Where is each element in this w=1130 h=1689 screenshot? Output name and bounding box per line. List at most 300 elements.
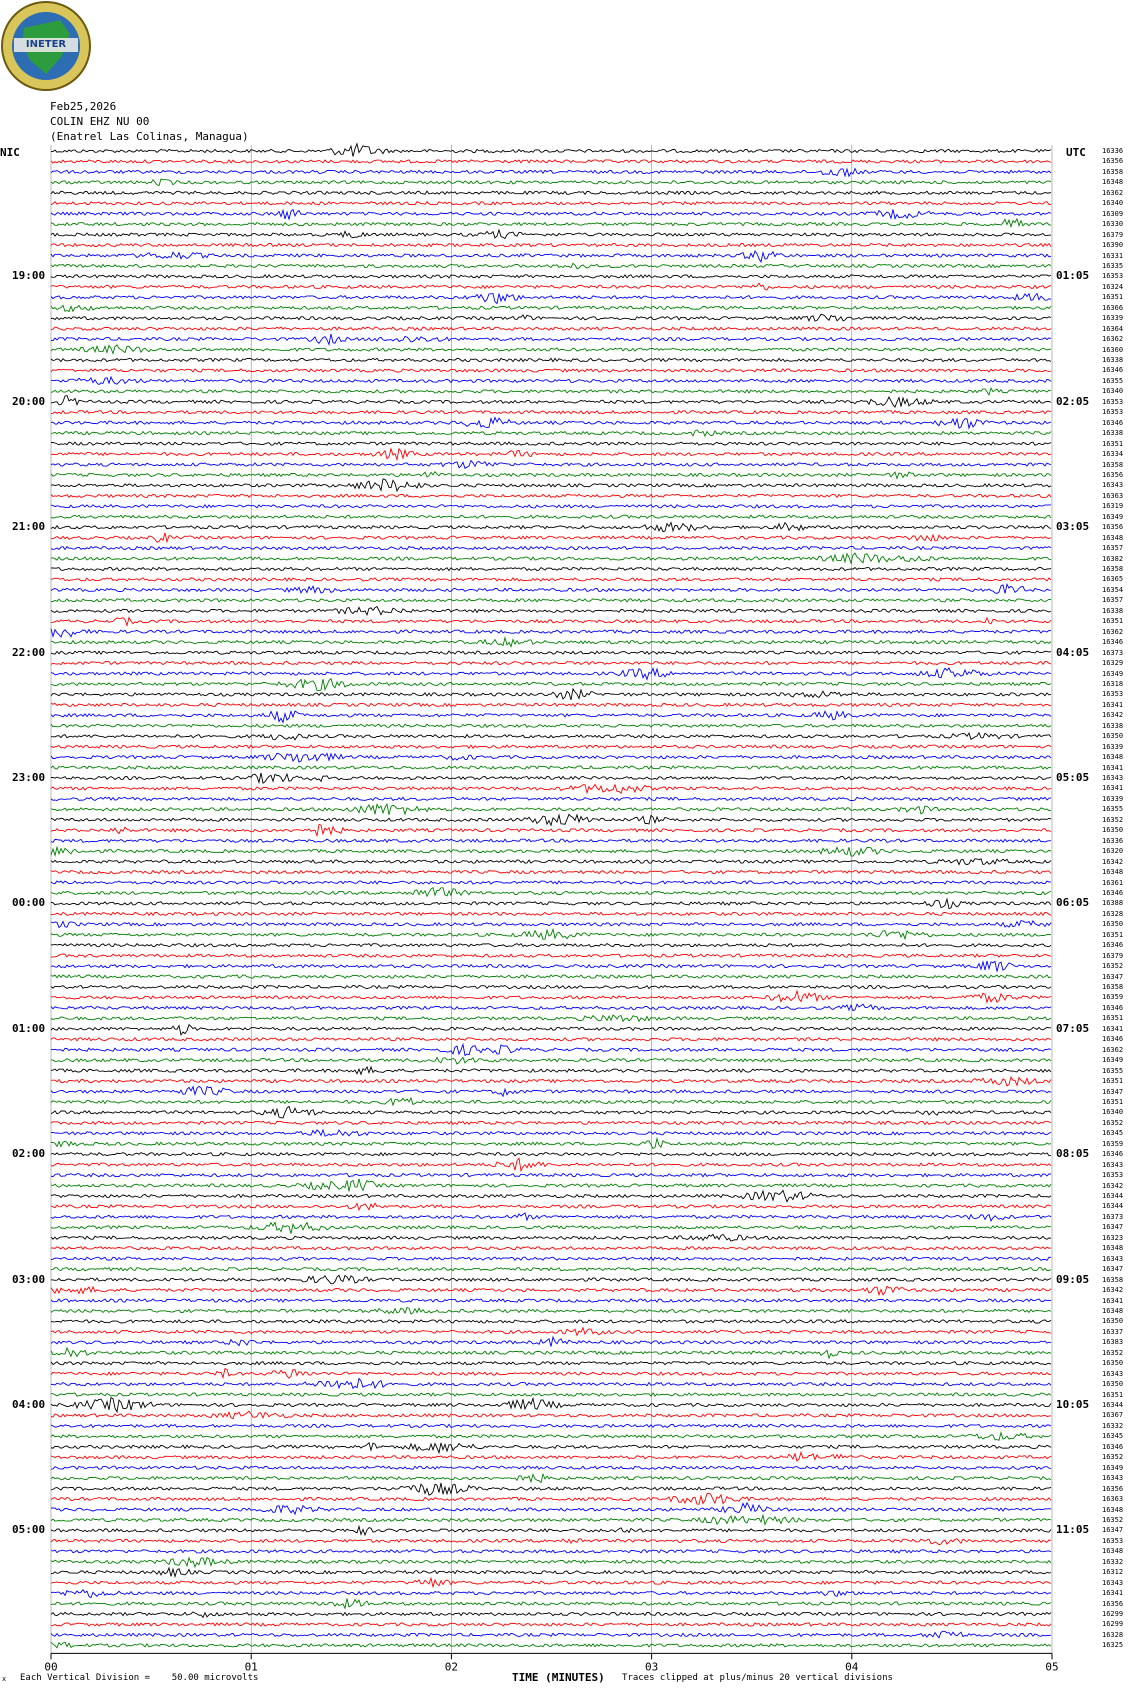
trace-offset-68: 16320 bbox=[1102, 847, 1124, 856]
seismic-trace-73 bbox=[51, 899, 1051, 908]
seismic-trace-71 bbox=[51, 881, 1051, 884]
utc-time-label: 01:05 bbox=[1056, 269, 1090, 283]
seismic-trace-3 bbox=[51, 169, 1051, 177]
trace-offset-56: 16338 bbox=[1102, 721, 1124, 730]
seismic-trace-15 bbox=[51, 294, 1051, 304]
seismic-trace-72 bbox=[51, 888, 1051, 897]
seismic-trace-5 bbox=[51, 191, 1051, 194]
trace-offset-70: 16348 bbox=[1102, 868, 1124, 877]
trace-offset-87: 16362 bbox=[1102, 1045, 1124, 1054]
seismic-trace-101 bbox=[51, 1190, 1051, 1201]
trace-offset-77: 16346 bbox=[1102, 941, 1124, 950]
seismic-trace-89 bbox=[51, 1067, 1051, 1074]
seismic-trace-18 bbox=[51, 327, 1051, 330]
seismic-trace-131 bbox=[51, 1503, 1051, 1514]
trace-offset-42: 16365 bbox=[1102, 575, 1124, 584]
seismic-trace-62 bbox=[51, 785, 1051, 794]
trace-offset-89: 16355 bbox=[1102, 1066, 1124, 1075]
seismic-trace-32 bbox=[51, 472, 1051, 479]
seismic-trace-65 bbox=[51, 814, 1051, 825]
seismic-trace-119 bbox=[51, 1379, 1051, 1389]
nic-time-label: 02:00 bbox=[12, 1147, 46, 1161]
seismic-trace-63 bbox=[51, 797, 1051, 800]
utc-time-label: 05:05 bbox=[1056, 771, 1090, 784]
seismic-trace-105 bbox=[51, 1234, 1051, 1241]
trace-offset-114: 16337 bbox=[1102, 1327, 1124, 1336]
seismic-trace-70 bbox=[51, 871, 1051, 874]
utc-time-label: 04:05 bbox=[1056, 645, 1090, 659]
seismic-trace-139 bbox=[51, 1590, 1051, 1598]
seismic-trace-30 bbox=[51, 449, 1051, 460]
seismic-trace-1 bbox=[51, 144, 1051, 157]
trace-offset-108: 16347 bbox=[1102, 1265, 1124, 1274]
trace-offset-4: 16348 bbox=[1102, 178, 1124, 187]
nic-time-label: 21:00 bbox=[12, 520, 46, 534]
seismic-trace-122 bbox=[51, 1411, 1051, 1418]
trace-offset-31: 16358 bbox=[1102, 460, 1124, 469]
seismic-trace-130 bbox=[51, 1493, 1051, 1504]
trace-offset-136: 16332 bbox=[1102, 1557, 1124, 1566]
trace-offset-99: 16353 bbox=[1102, 1171, 1124, 1180]
header-station: COLIN EHZ NU 00 bbox=[50, 115, 150, 128]
trace-offset-7: 16309 bbox=[1102, 209, 1124, 218]
trace-offset-95: 16345 bbox=[1102, 1129, 1124, 1138]
utc-time-label: 08:05 bbox=[1056, 1147, 1090, 1161]
seismic-trace-8 bbox=[51, 219, 1051, 227]
nic-time-label: 05:00 bbox=[12, 1523, 46, 1537]
utc-time-label: 06:05 bbox=[1056, 896, 1090, 910]
seismic-trace-37 bbox=[51, 523, 1051, 532]
seismic-trace-100 bbox=[51, 1179, 1051, 1192]
x-tick-label-02: 02 bbox=[444, 1660, 459, 1674]
nic-time-label: 03:00 bbox=[12, 1272, 46, 1286]
seismic-trace-144 bbox=[51, 1642, 1051, 1648]
seismic-trace-111 bbox=[51, 1299, 1051, 1302]
trace-offset-5: 16362 bbox=[1102, 188, 1124, 197]
seismic-trace-87 bbox=[51, 1045, 1051, 1056]
seismic-trace-41 bbox=[51, 567, 1051, 570]
trace-offset-36: 16349 bbox=[1102, 512, 1124, 521]
seismic-trace-31 bbox=[51, 461, 1051, 469]
trace-group bbox=[51, 144, 1051, 1648]
trace-offset-130: 16363 bbox=[1102, 1495, 1124, 1504]
trace-offset-100: 16342 bbox=[1102, 1181, 1124, 1190]
seismic-trace-80 bbox=[51, 975, 1051, 978]
trace-offset-91: 16347 bbox=[1102, 1087, 1124, 1096]
x-tick-label-04: 04 bbox=[845, 1660, 859, 1674]
trace-offset-82: 16359 bbox=[1102, 993, 1124, 1002]
trace-offset-122: 16367 bbox=[1102, 1411, 1124, 1420]
trace-offset-75: 16350 bbox=[1102, 920, 1124, 929]
seismic-trace-42 bbox=[51, 578, 1051, 581]
seismic-trace-107 bbox=[51, 1257, 1051, 1260]
trace-offset-126: 16352 bbox=[1102, 1453, 1124, 1462]
nic-time-label: 04:00 bbox=[12, 1398, 46, 1411]
trace-offset-128: 16343 bbox=[1102, 1474, 1124, 1483]
trace-offset-35: 16319 bbox=[1102, 502, 1124, 511]
seismic-trace-123 bbox=[51, 1424, 1051, 1427]
trace-offset-69: 16342 bbox=[1102, 857, 1124, 866]
trace-offset-22: 16346 bbox=[1102, 366, 1124, 375]
seismic-trace-95 bbox=[51, 1130, 1051, 1136]
seismic-trace-50 bbox=[51, 662, 1051, 665]
trace-offset-16: 16366 bbox=[1102, 303, 1124, 312]
trace-offset-11: 16331 bbox=[1102, 251, 1124, 260]
utc-time-label: 03:05 bbox=[1056, 520, 1090, 534]
trace-offset-86: 16346 bbox=[1102, 1035, 1124, 1044]
seismic-trace-38 bbox=[51, 533, 1051, 542]
trace-offset-97: 16346 bbox=[1102, 1150, 1124, 1159]
seismic-trace-4 bbox=[51, 179, 1051, 186]
trace-offset-106: 16348 bbox=[1102, 1244, 1124, 1253]
seismic-trace-49 bbox=[51, 651, 1051, 654]
trace-offset-3: 16358 bbox=[1102, 167, 1124, 176]
seismic-trace-91 bbox=[51, 1086, 1051, 1096]
trace-offset-64: 16355 bbox=[1102, 805, 1124, 814]
seismic-trace-7 bbox=[51, 210, 1051, 220]
trace-offset-85: 16341 bbox=[1102, 1024, 1124, 1033]
seismic-trace-88 bbox=[51, 1057, 1051, 1064]
trace-offset-139: 16341 bbox=[1102, 1589, 1124, 1598]
seismic-trace-20 bbox=[51, 345, 1051, 354]
trace-offset-127: 16349 bbox=[1102, 1463, 1124, 1472]
seismic-trace-110 bbox=[51, 1286, 1051, 1294]
trace-offset-9: 16379 bbox=[1102, 230, 1124, 239]
nic-time-label: 20:00 bbox=[12, 394, 46, 408]
seismic-trace-81 bbox=[51, 985, 1051, 988]
seismic-trace-57 bbox=[51, 733, 1051, 740]
trace-offset-88: 16349 bbox=[1102, 1056, 1124, 1065]
seismic-trace-36 bbox=[51, 515, 1051, 518]
seismic-trace-109 bbox=[51, 1275, 1051, 1283]
trace-offset-27: 16346 bbox=[1102, 418, 1124, 427]
seismic-trace-23 bbox=[51, 377, 1051, 385]
trace-offset-40: 16382 bbox=[1102, 554, 1124, 563]
seismic-trace-59 bbox=[51, 753, 1051, 762]
seismic-trace-117 bbox=[51, 1362, 1051, 1365]
left-timezone-label: NIC bbox=[0, 146, 20, 159]
seismic-trace-116 bbox=[51, 1348, 1051, 1358]
trace-offset-134: 16353 bbox=[1102, 1536, 1124, 1545]
seismic-trace-112 bbox=[51, 1308, 1051, 1314]
trace-offset-74: 16328 bbox=[1102, 909, 1124, 918]
utc-time-label: 10:05 bbox=[1056, 1398, 1090, 1411]
right-timezone-label: UTC bbox=[1066, 146, 1086, 159]
trace-offset-80: 16347 bbox=[1102, 972, 1124, 981]
seismic-trace-85 bbox=[51, 1025, 1051, 1035]
trace-offset-63: 16339 bbox=[1102, 794, 1124, 803]
trace-offset-48: 16346 bbox=[1102, 638, 1124, 647]
seismic-trace-134 bbox=[51, 1539, 1051, 1545]
seismic-trace-13 bbox=[51, 275, 1051, 278]
trace-offset-18: 16364 bbox=[1102, 324, 1124, 333]
trace-offset-20: 16360 bbox=[1102, 345, 1124, 354]
seismic-trace-113 bbox=[51, 1320, 1051, 1323]
seismic-trace-12 bbox=[51, 263, 1051, 269]
trace-offset-117: 16350 bbox=[1102, 1359, 1124, 1368]
trace-offset-138: 16343 bbox=[1102, 1578, 1124, 1587]
seismic-trace-96 bbox=[51, 1139, 1051, 1149]
trace-offset-142: 16299 bbox=[1102, 1620, 1124, 1629]
trace-offset-67: 16336 bbox=[1102, 836, 1124, 845]
trace-offset-6: 16340 bbox=[1102, 199, 1124, 208]
x-tick-label-01: 01 bbox=[244, 1660, 258, 1674]
footer-scale-note: Each Vertical Division = 50.00 microvolts bbox=[20, 1673, 259, 1683]
trace-offset-105: 16323 bbox=[1102, 1233, 1124, 1242]
seismic-trace-132 bbox=[51, 1515, 1051, 1524]
seismic-trace-78 bbox=[51, 954, 1051, 957]
seismic-trace-90 bbox=[51, 1077, 1051, 1086]
trace-offset-43: 16354 bbox=[1102, 585, 1124, 594]
trace-offset-54: 16341 bbox=[1102, 700, 1124, 709]
trace-offset-8: 16330 bbox=[1102, 220, 1124, 229]
nic-time-label: 22:00 bbox=[12, 645, 46, 659]
seismic-trace-102 bbox=[51, 1203, 1051, 1210]
trace-offset-19: 16362 bbox=[1102, 335, 1124, 344]
trace-offset-33: 16343 bbox=[1102, 481, 1124, 490]
trace-offset-26: 16353 bbox=[1102, 408, 1124, 417]
trace-offset-65: 16352 bbox=[1102, 815, 1124, 824]
nic-time-label: 23:00 bbox=[12, 771, 46, 784]
trace-offset-118: 16343 bbox=[1102, 1369, 1124, 1378]
trace-offset-45: 16338 bbox=[1102, 606, 1124, 615]
trace-offset-15: 16351 bbox=[1102, 293, 1124, 302]
seismic-trace-136 bbox=[51, 1558, 1051, 1567]
seismic-trace-74 bbox=[51, 912, 1051, 915]
trace-offset-14: 16324 bbox=[1102, 282, 1124, 291]
seismic-trace-79 bbox=[51, 961, 1051, 972]
trace-offset-121: 16344 bbox=[1102, 1401, 1124, 1409]
trace-offset-50: 16329 bbox=[1102, 659, 1124, 668]
seismic-trace-126 bbox=[51, 1452, 1051, 1461]
nic-time-label: 19:00 bbox=[12, 269, 46, 283]
trace-offset-141: 16299 bbox=[1102, 1610, 1124, 1618]
trace-offset-55: 16342 bbox=[1102, 711, 1124, 720]
trace-offset-116: 16352 bbox=[1102, 1348, 1124, 1357]
trace-offset-28: 16338 bbox=[1102, 429, 1124, 438]
trace-offset-84: 16351 bbox=[1102, 1014, 1124, 1023]
seismic-trace-115 bbox=[51, 1337, 1051, 1346]
seismic-trace-93 bbox=[51, 1106, 1051, 1118]
trace-offset-23: 16355 bbox=[1102, 376, 1124, 385]
seismic-trace-124 bbox=[51, 1433, 1051, 1441]
trace-offset-41: 16358 bbox=[1102, 565, 1124, 573]
x-tick-label-05: 05 bbox=[1045, 1660, 1059, 1674]
trace-offset-113: 16350 bbox=[1102, 1317, 1124, 1326]
seismic-trace-46 bbox=[51, 618, 1051, 626]
x-tick-label-00: 00 bbox=[44, 1660, 58, 1674]
trace-offset-24: 16340 bbox=[1102, 387, 1124, 396]
trace-offset-144: 16325 bbox=[1102, 1641, 1124, 1650]
trace-offset-120: 16351 bbox=[1102, 1390, 1124, 1399]
trace-offset-72: 16346 bbox=[1102, 888, 1124, 897]
seismic-trace-21 bbox=[51, 358, 1051, 361]
seismic-trace-28 bbox=[51, 430, 1051, 436]
seismic-trace-143 bbox=[51, 1631, 1051, 1638]
x-axis-title: TIME (MINUTES) bbox=[512, 1671, 605, 1684]
trace-offset-92: 16351 bbox=[1102, 1097, 1124, 1106]
trace-offset-119: 16350 bbox=[1102, 1380, 1124, 1389]
seismic-trace-58 bbox=[51, 745, 1051, 748]
seismic-trace-54 bbox=[51, 703, 1051, 706]
trace-offset-90: 16351 bbox=[1102, 1077, 1124, 1086]
seismic-trace-45 bbox=[51, 607, 1051, 615]
trace-offset-32: 16356 bbox=[1102, 470, 1124, 479]
trace-offset-57: 16350 bbox=[1102, 732, 1124, 741]
seismic-trace-55 bbox=[51, 711, 1051, 722]
seismic-trace-77 bbox=[51, 944, 1051, 947]
trace-offset-107: 16343 bbox=[1102, 1254, 1124, 1263]
seismic-trace-2 bbox=[51, 160, 1051, 163]
seismic-trace-82 bbox=[51, 991, 1051, 1003]
seismic-trace-127 bbox=[51, 1466, 1051, 1469]
trace-offset-21: 16338 bbox=[1102, 356, 1124, 364]
seismic-trace-67 bbox=[51, 839, 1051, 842]
trace-offset-83: 16346 bbox=[1102, 1003, 1124, 1012]
seismic-trace-26 bbox=[51, 411, 1051, 414]
trace-offset-2: 16356 bbox=[1102, 157, 1124, 166]
seismic-trace-64 bbox=[51, 804, 1051, 815]
seismic-trace-114 bbox=[51, 1328, 1051, 1336]
seismic-trace-120 bbox=[51, 1393, 1051, 1396]
seismic-trace-84 bbox=[51, 1015, 1051, 1021]
footer-clip-note: Traces clipped at plus/minus 20 vertical divisions bbox=[622, 1673, 893, 1683]
trace-offset-30: 16334 bbox=[1102, 450, 1124, 459]
seismic-trace-125 bbox=[51, 1443, 1051, 1453]
trace-offset-13: 16353 bbox=[1102, 272, 1124, 281]
seismic-trace-47 bbox=[51, 629, 1051, 637]
seismic-trace-142 bbox=[51, 1623, 1051, 1626]
nic-time-label: 01:00 bbox=[12, 1021, 46, 1035]
trace-offset-109: 16358 bbox=[1102, 1275, 1124, 1284]
seismic-trace-61 bbox=[51, 773, 1051, 783]
seismic-trace-106 bbox=[51, 1247, 1051, 1250]
trace-offset-79: 16352 bbox=[1102, 962, 1124, 971]
seismic-trace-33 bbox=[51, 479, 1051, 491]
seismic-trace-24 bbox=[51, 388, 1051, 395]
trace-offset-60: 16341 bbox=[1102, 763, 1124, 772]
seismic-trace-108 bbox=[51, 1268, 1051, 1271]
trace-offset-73: 16388 bbox=[1102, 899, 1124, 908]
trace-offset-94: 16352 bbox=[1102, 1118, 1124, 1127]
header-date: Feb25,2026 bbox=[50, 100, 117, 113]
logo-text: INETER bbox=[25, 39, 67, 50]
trace-offset-47: 16362 bbox=[1102, 627, 1124, 636]
nic-time-label: 00:00 bbox=[12, 896, 46, 910]
trace-offset-129: 16356 bbox=[1102, 1484, 1124, 1493]
seismic-trace-17 bbox=[51, 314, 1051, 321]
trace-offset-17: 16339 bbox=[1102, 314, 1124, 323]
trace-offset-49: 16373 bbox=[1102, 648, 1124, 657]
trace-offset-10: 16390 bbox=[1102, 241, 1124, 250]
trace-offset-61: 16343 bbox=[1102, 774, 1124, 782]
trace-offset-124: 16345 bbox=[1102, 1432, 1124, 1441]
trace-offset-132: 16352 bbox=[1102, 1515, 1124, 1524]
trace-offset-131: 16348 bbox=[1102, 1505, 1124, 1514]
seismic-trace-10 bbox=[51, 244, 1051, 247]
trace-offset-143: 16328 bbox=[1102, 1630, 1124, 1639]
seismic-trace-140 bbox=[51, 1599, 1051, 1609]
seismic-trace-135 bbox=[51, 1550, 1051, 1553]
trace-offset-58: 16339 bbox=[1102, 742, 1124, 751]
footer-mini-mark: x bbox=[2, 1675, 7, 1683]
trace-offset-102: 16344 bbox=[1102, 1202, 1124, 1211]
trace-offset-51: 16349 bbox=[1102, 669, 1124, 678]
trace-offset-115: 16383 bbox=[1102, 1338, 1124, 1347]
seismic-trace-129 bbox=[51, 1483, 1051, 1495]
seismic-trace-43 bbox=[51, 584, 1051, 593]
seismic-trace-141 bbox=[51, 1612, 1051, 1618]
seismic-trace-133 bbox=[51, 1526, 1051, 1535]
header-location: (Enatrel Las Colinas, Managua) bbox=[50, 130, 249, 143]
seismic-trace-94 bbox=[51, 1121, 1051, 1124]
trace-offset-34: 16363 bbox=[1102, 491, 1124, 500]
trace-offset-101: 16344 bbox=[1102, 1192, 1124, 1200]
trace-offset-78: 16379 bbox=[1102, 951, 1124, 960]
seismic-trace-25 bbox=[51, 396, 1051, 408]
trace-offset-135: 16348 bbox=[1102, 1547, 1124, 1556]
trace-offset-62: 16341 bbox=[1102, 784, 1124, 793]
trace-offset-76: 16351 bbox=[1102, 930, 1124, 939]
seismic-trace-99 bbox=[51, 1174, 1051, 1177]
trace-offset-59: 16348 bbox=[1102, 753, 1124, 762]
seismic-trace-86 bbox=[51, 1038, 1051, 1041]
trace-offset-133: 16347 bbox=[1102, 1526, 1124, 1535]
ineter-logo bbox=[0, 0, 92, 92]
seismic-trace-52 bbox=[51, 679, 1051, 691]
seismic-trace-16 bbox=[51, 305, 1051, 311]
trace-offset-123: 16332 bbox=[1102, 1421, 1124, 1430]
seismic-trace-22 bbox=[51, 369, 1051, 372]
seismic-trace-40 bbox=[51, 553, 1051, 563]
trace-offset-46: 16351 bbox=[1102, 617, 1124, 626]
seismic-trace-53 bbox=[51, 689, 1051, 700]
seismic-trace-35 bbox=[51, 505, 1051, 508]
seismic-trace-104 bbox=[51, 1222, 1051, 1233]
trace-offset-137: 16312 bbox=[1102, 1568, 1124, 1577]
utc-time-label: 09:05 bbox=[1056, 1272, 1090, 1286]
trace-offset-12: 16335 bbox=[1102, 261, 1124, 270]
seismic-trace-56 bbox=[51, 724, 1051, 727]
trace-offset-44: 16357 bbox=[1102, 596, 1124, 605]
seismic-trace-27 bbox=[51, 418, 1051, 429]
utc-time-label: 11:05 bbox=[1056, 1523, 1090, 1537]
seismic-trace-6 bbox=[51, 202, 1051, 205]
trace-offset-66: 16350 bbox=[1102, 826, 1124, 835]
seismic-trace-75 bbox=[51, 921, 1051, 928]
trace-offset-103: 16373 bbox=[1102, 1212, 1124, 1221]
seismic-trace-121 bbox=[51, 1398, 1051, 1412]
seismic-trace-11 bbox=[51, 251, 1051, 262]
trace-offset-96: 16359 bbox=[1102, 1139, 1124, 1148]
trace-offset-93: 16340 bbox=[1102, 1108, 1124, 1117]
trace-offset-29: 16351 bbox=[1102, 439, 1124, 448]
seismic-trace-34 bbox=[51, 494, 1051, 497]
trace-offset-52: 16318 bbox=[1102, 679, 1124, 688]
utc-time-label: 02:05 bbox=[1056, 394, 1090, 408]
seismic-trace-98 bbox=[51, 1158, 1051, 1171]
seismic-trace-29 bbox=[51, 442, 1051, 445]
seismic-trace-48 bbox=[51, 638, 1051, 647]
seismic-trace-60 bbox=[51, 766, 1051, 769]
trace-offset-125: 16346 bbox=[1102, 1442, 1124, 1451]
x-tick-label-03: 03 bbox=[644, 1660, 659, 1674]
trace-offset-140: 16356 bbox=[1102, 1599, 1124, 1608]
seismic-trace-118 bbox=[51, 1369, 1051, 1379]
trace-offset-81: 16358 bbox=[1102, 983, 1124, 991]
seismic-trace-138 bbox=[51, 1578, 1051, 1587]
seismic-trace-14 bbox=[51, 283, 1051, 290]
